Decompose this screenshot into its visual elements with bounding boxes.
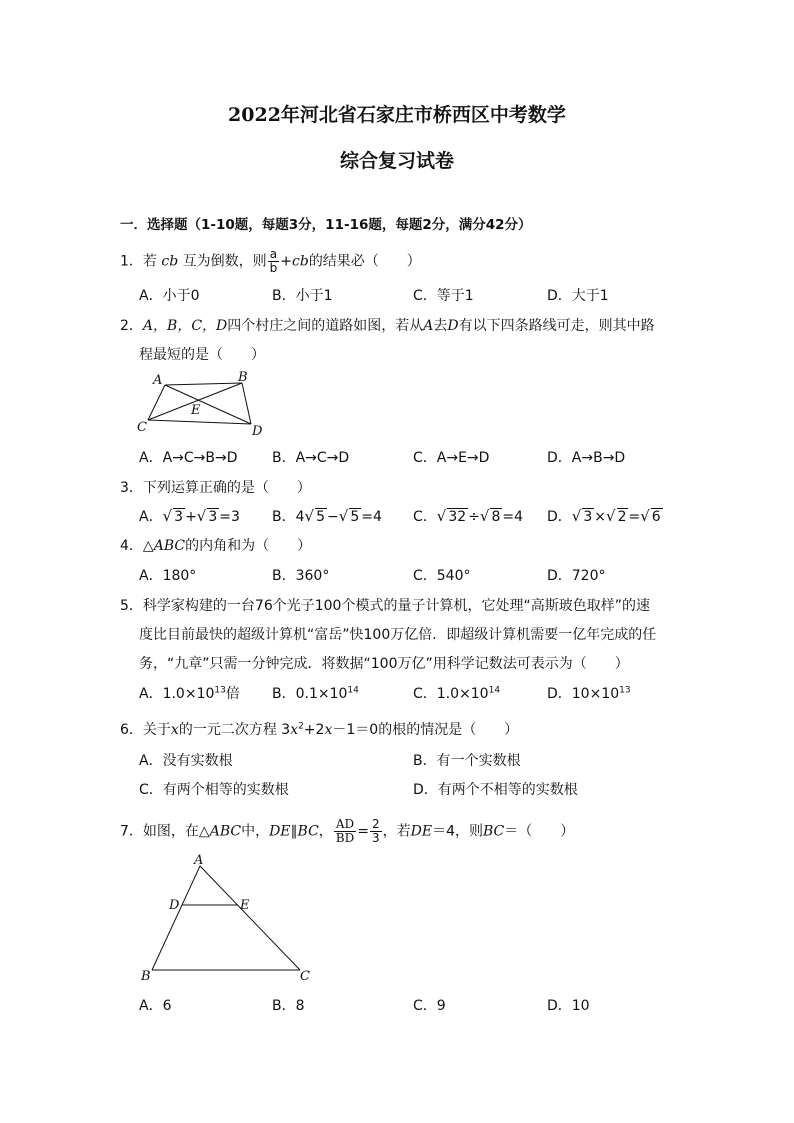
question-5 [120, 596, 650, 616]
question-5-line3: 务，“九章”只需一分钟完成．将数据“100万亿”用科学记数法可表示为（ ） [139, 656, 629, 672]
q6-var: x [290, 722, 299, 738]
exponent: 13 [214, 685, 226, 696]
operator: = [357, 823, 369, 840]
exponent: 2 [298, 721, 304, 732]
sqrt-icon: √ [304, 507, 315, 525]
option-d[interactable]: D．A→B→D [547, 450, 626, 466]
section-heading: 一．选择题（1-10题，每题3分，11-16题，每题2分，满分42分） [120, 217, 532, 233]
edge-ac [200, 866, 300, 970]
q7-text: 如图，在△ [142, 823, 210, 840]
q1-var: cb [161, 253, 179, 270]
label-c: C [300, 969, 310, 984]
sqrt-icon: √ [338, 507, 349, 525]
radicand: 8 [491, 509, 501, 525]
q6-var: x [324, 722, 333, 738]
q1-var: cb [292, 253, 309, 270]
q7-fraction-2-3 [370, 818, 382, 845]
radicand: 3 [583, 509, 593, 525]
exponent: 14 [488, 685, 501, 696]
q1-text: 的结果必（ ） [308, 253, 421, 270]
sqrt-icon: √ [479, 507, 490, 525]
edge-ab [165, 383, 242, 385]
question-number: 6． [120, 722, 143, 738]
option-label: B． [272, 509, 296, 525]
option-d[interactable]: D．10 [547, 998, 590, 1014]
question-7 [120, 818, 574, 845]
q2-text: 有以下四条路线可走，则其中路 [458, 318, 655, 334]
q6-text: 关于 [142, 722, 171, 738]
option-suffix: 倍 [225, 686, 240, 702]
question-number: 5． [120, 598, 143, 614]
option-a[interactable]: A．小于0 [139, 288, 200, 304]
option-a[interactable]: A．没有实数根 [139, 753, 233, 769]
frac-numerator: AD [334, 818, 356, 832]
frac-numerator: a [268, 248, 280, 262]
operator: ÷ [468, 509, 480, 525]
option-a[interactable] [139, 506, 240, 527]
q2-text: 四个村庄之间的道路如图，若从 [227, 318, 424, 334]
option-b[interactable]: B．有一个实数根 [413, 753, 521, 769]
edge-bd [242, 383, 251, 424]
sqrt-icon: √ [640, 507, 650, 525]
coefficient: 4 [295, 509, 305, 525]
triangle-icon: △ [142, 538, 154, 554]
q6-text: －1＝0的根的情况是（ ） [332, 722, 519, 738]
label-e: E [191, 403, 201, 418]
parallel-icon: ∥ [290, 823, 298, 840]
option-label: A．1.0×10 [139, 686, 215, 702]
frac-denominator: 3 [371, 831, 380, 845]
q2-vars: A，B，C，D [142, 318, 228, 334]
edge-ad [165, 385, 251, 424]
question-2-line2: 程最短的是（ ） [139, 347, 265, 363]
radicand: 32 [448, 509, 467, 525]
label-c: C [137, 420, 147, 435]
radicand: 5 [350, 509, 360, 525]
question-6 [120, 720, 518, 740]
q7-var: ABC [209, 823, 242, 840]
q7-var: BC [297, 823, 319, 840]
option-label: D．10×10 [547, 686, 620, 702]
question-number: 2． [120, 318, 143, 334]
q4-var: ABC [153, 538, 186, 554]
frac-denominator: b [269, 261, 278, 275]
question-number: 4． [120, 538, 143, 554]
q1-text: 若 [142, 253, 157, 270]
question-number: 1． [120, 253, 143, 270]
q7-text: ，若 [382, 823, 411, 840]
option-a[interactable]: A．6 [139, 998, 172, 1014]
question-4 [120, 536, 311, 556]
q2-var: D [447, 318, 459, 334]
option-d[interactable] [547, 684, 631, 704]
operator: = [628, 509, 641, 525]
exponent: 14 [347, 685, 359, 696]
option-c[interactable]: C．9 [413, 998, 446, 1014]
radicand: 2 [617, 509, 627, 525]
label-e: E [240, 898, 250, 913]
q6-text: 的一元二次方程 3 [178, 722, 291, 738]
option-a[interactable]: A．180° [139, 568, 197, 584]
q1-plus: + [280, 253, 292, 270]
result: =4 [502, 509, 524, 525]
q6-var: x [170, 722, 179, 738]
option-b[interactable] [272, 684, 359, 704]
q5-text: 科学家构建的一台76个光子100个模式的量子计算机，它处理“高斯玻色取样”的速 [142, 598, 650, 614]
radicand: 6 [651, 509, 661, 525]
option-label: A． [139, 509, 163, 525]
q7-var: DE [269, 823, 291, 840]
question-2 [120, 316, 655, 336]
frac-numerator: 2 [371, 817, 380, 831]
q4-text: 的内角和为（ ） [185, 538, 312, 554]
page-title: 2022年河北省石家庄市桥西区中考数学 [228, 104, 566, 126]
option-b[interactable]: B．A→C→D [272, 450, 350, 466]
sqrt-icon: √ [162, 507, 173, 525]
option-b[interactable]: B．360° [272, 568, 330, 584]
edge-ab [152, 866, 200, 970]
option-c[interactable]: C．有两个相等的实数根 [139, 782, 289, 798]
option-a[interactable]: A．A→C→B→D [139, 450, 238, 466]
option-c[interactable] [413, 506, 523, 527]
option-d[interactable]: D．720° [547, 568, 606, 584]
option-d[interactable] [547, 506, 663, 527]
question-5-line2: 度比目前最快的超级计算机“富岳”快100万亿倍．即超级计算机需要一亿年完成的任 [139, 627, 657, 643]
option-a[interactable] [139, 684, 240, 704]
question-1 [120, 248, 421, 275]
operator: + [185, 509, 197, 525]
option-d[interactable]: D．有两个不相等的实数根 [413, 782, 578, 798]
q7-figure [136, 850, 316, 990]
result: =4 [361, 509, 382, 525]
sqrt-icon: √ [196, 507, 207, 525]
label-b: B [141, 969, 151, 984]
exponent: 13 [619, 685, 631, 696]
q2-text: 去 [433, 318, 448, 334]
label-a: A [194, 853, 204, 868]
label-b: B [238, 370, 248, 385]
q7-text: 中， [241, 823, 270, 840]
q7-var: BC [483, 823, 505, 840]
edge-cd [148, 420, 251, 424]
q6-text: +2 [303, 722, 325, 738]
q7-var: DE [410, 823, 433, 840]
q7-text: ， [318, 823, 333, 840]
result: =3 [219, 509, 240, 525]
q7-text: ＝4，则 [432, 823, 483, 840]
radicand: 5 [316, 509, 326, 525]
radicand: 3 [208, 509, 218, 525]
q7-text: ＝（ ） [504, 823, 575, 840]
q2-var: A [423, 318, 434, 334]
operator: − [327, 509, 339, 525]
question-number: 7． [120, 823, 143, 840]
option-b[interactable]: B．小于1 [272, 288, 333, 304]
radicand: 3 [174, 509, 184, 525]
question-number: 3． [120, 480, 143, 496]
frac-denominator: BD [335, 831, 355, 845]
question-3 [120, 478, 311, 498]
q2-figure [134, 368, 274, 440]
page-subtitle: 综合复习试卷 [339, 150, 454, 172]
option-c[interactable]: C．A→E→D [413, 450, 490, 466]
q1-text: 互为倒数，则 [182, 253, 267, 270]
q3-text: 下列运算正确的是（ ） [142, 480, 311, 496]
label-a: A [153, 373, 163, 388]
option-b[interactable] [272, 506, 382, 527]
option-label: B．0.1×10 [272, 686, 348, 702]
q7-fraction-ad-bd [334, 818, 356, 845]
option-b[interactable]: B．8 [272, 998, 305, 1014]
option-c[interactable]: C．等于1 [413, 288, 474, 304]
option-label: D． [547, 509, 572, 525]
option-c[interactable]: C．540° [413, 568, 471, 584]
option-c[interactable] [413, 684, 500, 704]
option-label: C． [413, 509, 437, 525]
operator: × [594, 509, 606, 525]
sqrt-icon: √ [606, 507, 616, 525]
option-d[interactable]: D．大于1 [547, 288, 609, 304]
label-d: D [169, 898, 180, 913]
q1-fraction [268, 248, 280, 275]
label-d: D [252, 424, 263, 439]
sqrt-icon: √ [436, 507, 447, 525]
sqrt-icon: √ [571, 507, 582, 525]
option-label: C．1.0×10 [413, 686, 489, 702]
